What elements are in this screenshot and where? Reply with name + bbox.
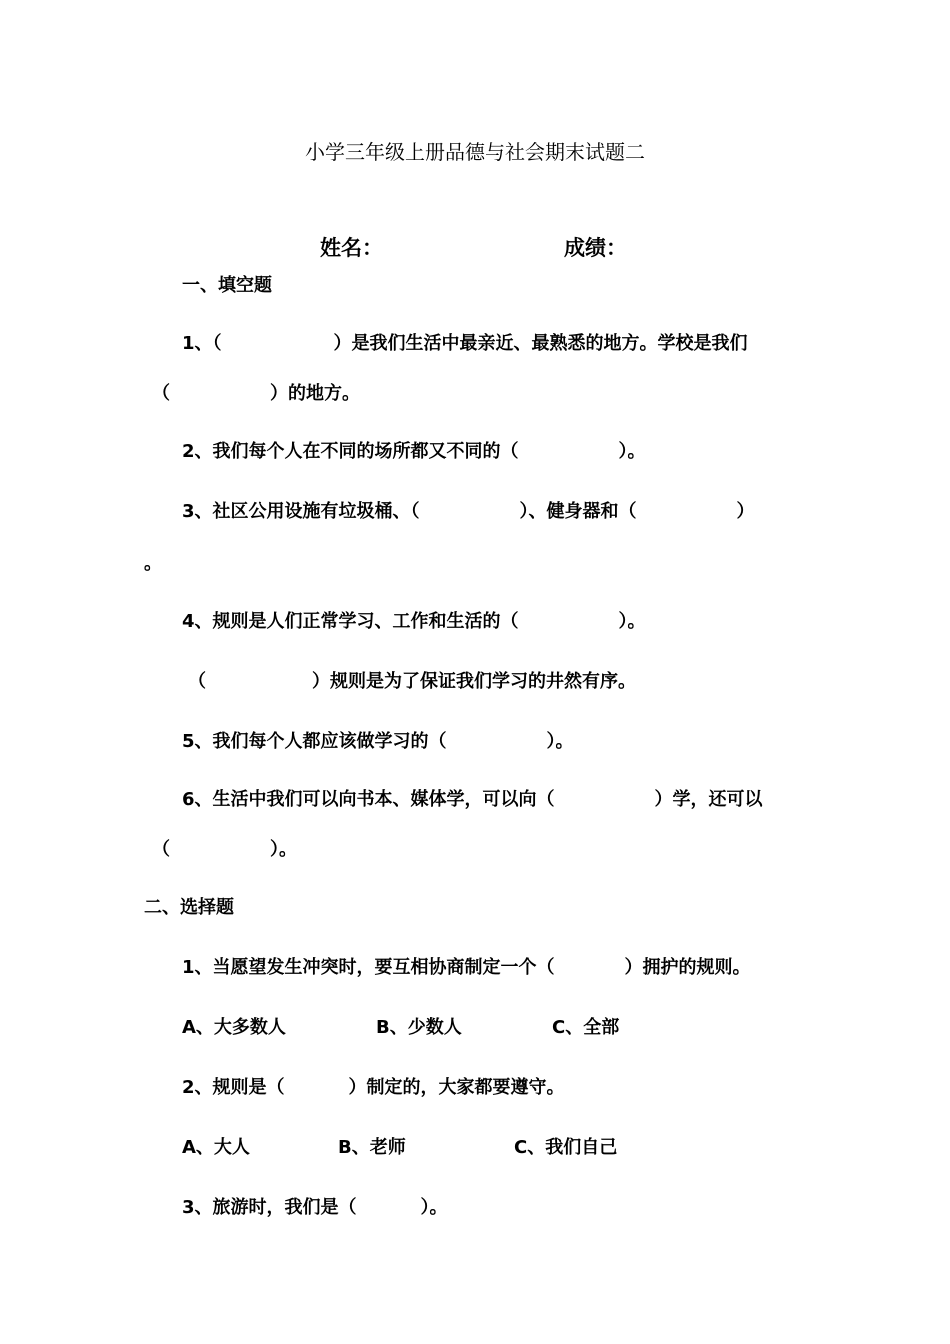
fill-q3-end: 。 [144, 553, 162, 574]
fill-q2 [182, 440, 646, 464]
fill-q2-post: ）。 [618, 441, 646, 462]
section1-heading: 一、填空题 [182, 275, 272, 296]
choice-q2-option-a: A、大人 [182, 1137, 250, 1158]
choice-q2-post: ）制定的，大家都要遵守。 [348, 1077, 565, 1098]
choice-q1-option-b: B、少数人 [376, 1017, 462, 1038]
choice-q2 [182, 1076, 565, 1100]
fill-q4-post: ）。 [618, 611, 646, 632]
choice-q1 [182, 956, 751, 980]
score-label: 成绩： [564, 236, 627, 260]
fill-q4 [182, 610, 646, 634]
fill-q1-post: ）是我们生活中最亲近、最熟悉的地方。学校是我们 [333, 333, 748, 354]
choice-q3-post: ）。 [420, 1197, 448, 1218]
fill-q5-post: ）。 [546, 731, 574, 752]
page-title: 小学三年级上册品德与社会期末试题二 [305, 140, 645, 164]
fill-q5 [182, 730, 574, 754]
choice-q1-pre: 1、当愿望发生冲突时，要互相协商制定一个（ [182, 957, 555, 978]
section2-heading: 二、选择题 [144, 897, 234, 918]
choice-q2-option-c: C、我们自己 [514, 1137, 618, 1158]
choice-q3-pre: 3、旅游时，我们是（ [182, 1197, 357, 1218]
fill-q3-mid: ）、健身器和（ [519, 501, 637, 522]
fill-q6b-post: ）。 [270, 839, 297, 860]
fill-q4b [188, 670, 636, 694]
choice-q1-option-a: A、大多数人 [182, 1017, 286, 1038]
fill-q6-line2 [152, 838, 297, 862]
choice-q1-option-c: C、全部 [552, 1017, 620, 1038]
fill-q6-post: ）学，还可以 [654, 789, 763, 810]
choice-q3 [182, 1196, 448, 1220]
fill-q3 [182, 500, 755, 524]
fill-q1-pre: 1、（ [182, 333, 222, 354]
fill-q3-pre: 3、社区公用设施有垃圾桶、（ [182, 501, 420, 522]
fill-q1b-post: ）的地方。 [270, 383, 360, 404]
choice-q1-post: ）拥护的规则。 [624, 957, 751, 978]
choice-q2-pre: 2、规则是（ [182, 1077, 285, 1098]
fill-q4-pre: 4、规则是人们正常学习、工作和生活的（ [182, 611, 519, 632]
fill-q6-line1 [182, 788, 763, 812]
fill-q5-pre: 5、我们每个人都应该做学习的（ [182, 731, 447, 752]
choice-q2-option-b: B、老师 [338, 1137, 406, 1158]
fill-q1-line1 [182, 332, 748, 356]
fill-q3-post: ） [736, 501, 755, 522]
fill-q1b-pre: （ [152, 383, 170, 404]
fill-q4b-post: ）规则是为了保证我们学习的井然有序。 [312, 671, 636, 692]
fill-q2-pre: 2、我们每个人在不同的场所都又不同的（ [182, 441, 519, 462]
fill-q6b-pre: （ [152, 839, 170, 860]
fill-q4b-pre: （ [188, 671, 206, 692]
fill-q1-line2 [152, 382, 360, 406]
name-label: 姓名： [320, 236, 383, 260]
fill-q6-pre: 6、生活中我们可以向书本、媒体学，可以向（ [182, 789, 555, 810]
